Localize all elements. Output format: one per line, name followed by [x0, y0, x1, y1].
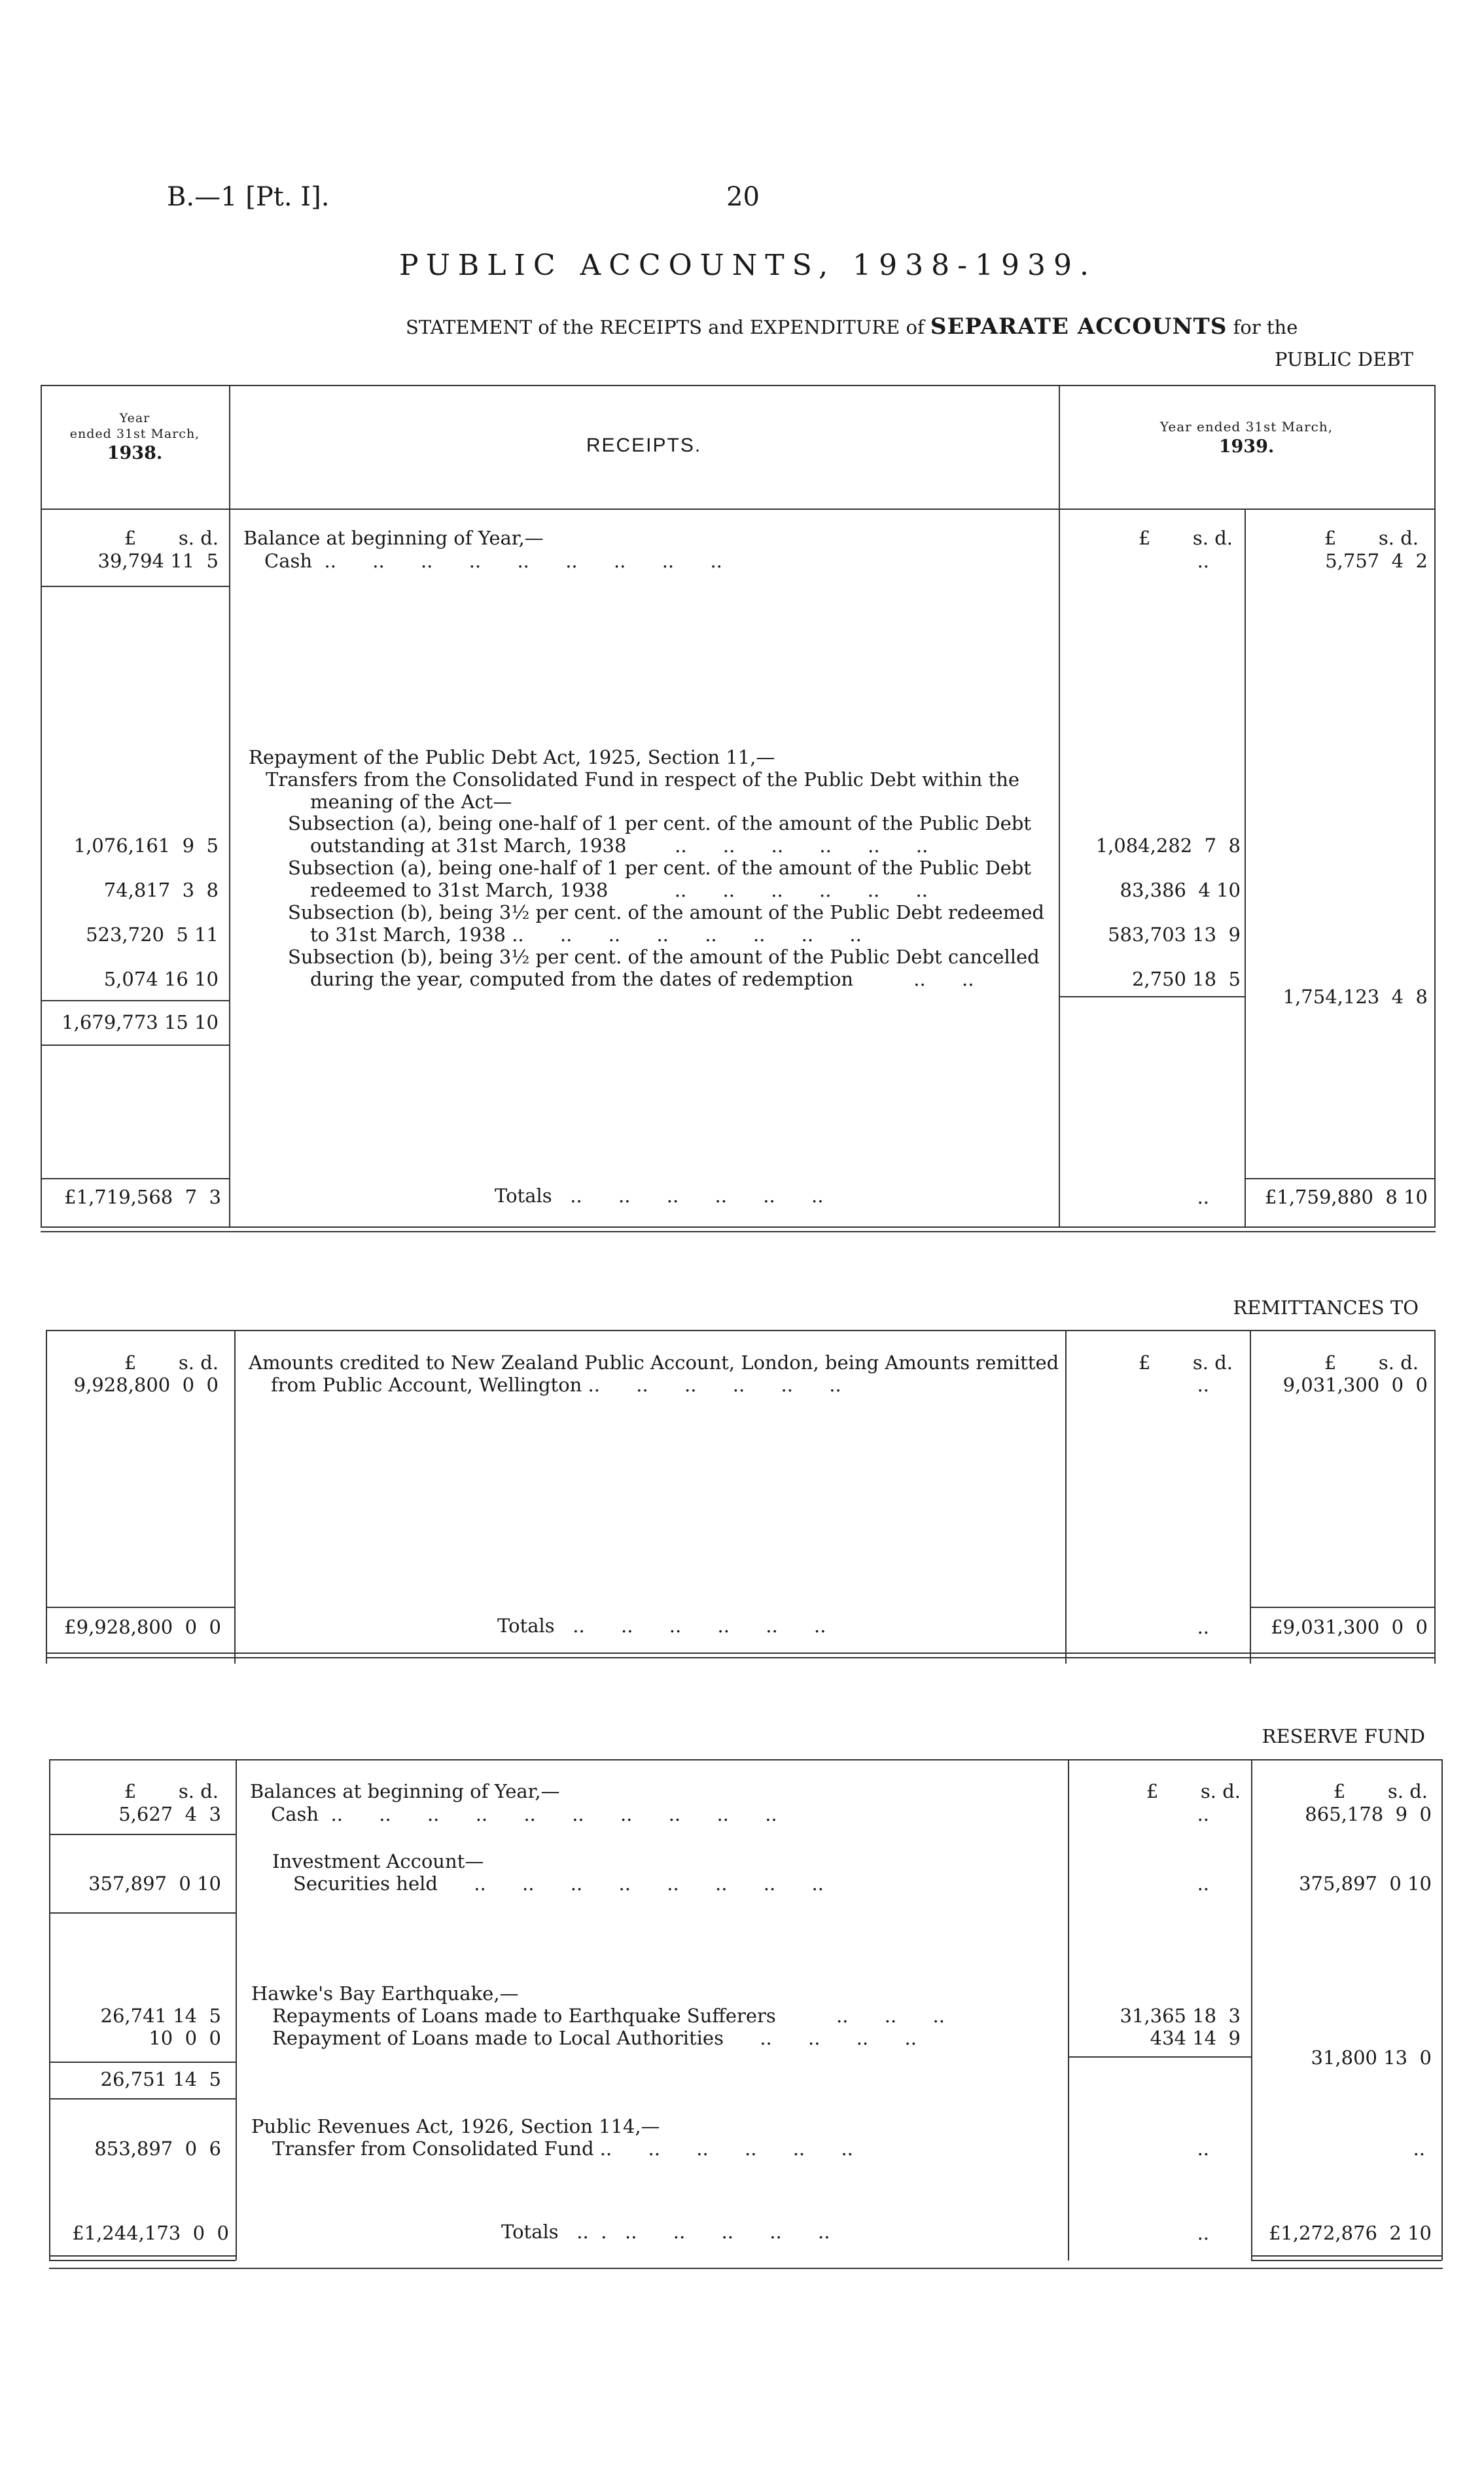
reserve-totals-label: Totals .. . .. .. .. .. .. — [501, 2221, 830, 2243]
subsection-item-3-line2: to 31st March, 1938 .. .. .. .. .. .. .. .. — [310, 923, 862, 946]
transfer-detail: .. — [1197, 2137, 1209, 2160]
reserve-total-curr: £1,272,876 2 10 — [1268, 2222, 1432, 2244]
remit-money-heading-prev: £ s. d. — [124, 1351, 219, 1374]
transfer-curr: .. — [1413, 2137, 1425, 2160]
remit-money-heading-total: £ s. d. — [1324, 1351, 1419, 1374]
section-label-reserve-fund: RESERVE FUND — [1262, 1725, 1425, 1747]
remittance-prev-amount: 9,928,800 0 0 — [73, 1374, 219, 1396]
subsection-item-3-line1: Subsection (b), being 3½ per cent. of the amount of the Public Debt redeemed — [288, 901, 1044, 923]
subsection-item-2-line1: Subsection (a), being one-half of 1 per cent. of the amount of the Public Debt — [288, 857, 1031, 879]
page-title: PUBLIC ACCOUNTS, 1938-1939. — [399, 249, 1097, 282]
hawkes-item-2-curr: 434 14 9 — [1150, 2027, 1241, 2049]
subtotal-prev-amount: 1,679,773 15 10 — [62, 1011, 219, 1033]
transfer-prev: 853,897 0 6 — [94, 2137, 221, 2160]
hawkes-subtotal-prev: 26,751 14 5 — [100, 2068, 221, 2090]
remittances-total-prev: £9,928,800 0 0 — [64, 1616, 221, 1638]
remittances-totals-label: Totals .. .. .. .. .. .. — [497, 1615, 826, 1637]
receipts-column-heading: RECEIPTS. — [586, 435, 702, 456]
curr-year-heading-line1: Year ended 31st March, — [1159, 419, 1334, 435]
transfer-consolidated-label: Transfer from Consolidated Fund .. .. .. .. .. .. — [272, 2137, 853, 2160]
section-label-public-debt: PUBLIC DEBT — [1275, 348, 1413, 370]
public-revenues-heading: Public Revenues Act, 1926, Section 114,— — [251, 2115, 660, 2137]
public-debt-total-prev: £1,719,568 7 3 — [64, 1186, 221, 1208]
prev-year-heading-line1: Year — [119, 411, 150, 425]
remittance-description-line1: Amounts credited to New Zealand Public Account, London, being Amounts remitted — [249, 1351, 1059, 1374]
cash-prev-amount: 39,794 11 5 — [97, 550, 219, 572]
reserve-cash-detail: .. — [1197, 1803, 1209, 1825]
hawkes-item-1-label: Repayments of Loans made to Earthquake Sufferers .. .. .. — [272, 2005, 945, 2027]
hawkes-item-1-curr: 31,365 18 3 — [1120, 2005, 1241, 2027]
subsection-item-3-prev: 523,720 5 11 — [86, 923, 219, 946]
subsection-item-4-line2: during the year, computed from the dates of redemption .. .. — [310, 968, 974, 990]
money-heading-total: £ s. d. — [1324, 527, 1419, 549]
remit-money-heading-detail: £ s. d. — [1138, 1351, 1233, 1374]
money-heading-detail: £ s. d. — [1138, 527, 1233, 549]
subsection-item-2-prev: 74,817 3 8 — [103, 879, 219, 901]
reserve-cash-label: Cash .. .. .. .. .. .. .. .. .. .. — [271, 1803, 777, 1825]
securities-held-label: Securities held .. .. .. .. .. .. .. .. — [293, 1872, 824, 1895]
subsection-item-1-prev: 1,076,161 9 5 — [73, 834, 219, 857]
subsection-item-3-curr: 583,703 13 9 — [1108, 923, 1241, 946]
remittances-total-detail: .. — [1197, 1616, 1209, 1638]
statement-intro: STATEMENT of the RECEIPTS and EXPENDITURE of SEPARATE ACCOUNTS for the — [406, 313, 1298, 340]
section-label-remittances: REMITTANCES TO — [1233, 1296, 1419, 1319]
cash-curr-detail: .. — [1197, 550, 1209, 572]
balance-heading: Balance at beginning of Year,— — [243, 527, 544, 549]
remittance-curr-amount: 9,031,300 0 0 — [1282, 1374, 1428, 1396]
remittances-total-curr: £9,031,300 0 0 — [1271, 1616, 1428, 1638]
hawkes-item-2-label: Repayment of Loans made to Local Authorities .. .. .. .. — [272, 2027, 917, 2049]
page-number: 20 — [726, 182, 760, 212]
securities-prev: 357,897 0 10 — [88, 1872, 221, 1895]
public-debt-total-detail: .. — [1197, 1186, 1209, 1208]
hawkes-bay-heading: Hawke's Bay Earthquake,— — [251, 1982, 519, 2005]
hawkes-subtotal-curr: 31,800 13 0 — [1311, 2046, 1432, 2069]
subsection-item-4-curr: 2,750 18 5 — [1131, 968, 1241, 990]
reserve-cash-prev: 5,627 4 3 — [118, 1803, 221, 1825]
subsection-item-1-line2: outstanding at 31st March, 1938 .. .. .. .. .. .. — [310, 834, 928, 857]
prev-year-heading-year: 1938. — [107, 443, 163, 463]
remittance-description-line2: from Public Account, Wellington .. .. .. .. .. .. — [271, 1374, 841, 1396]
subsection-item-2-curr: 83,386 4 10 — [1120, 879, 1241, 901]
money-heading-prev: £ s. d. — [124, 527, 219, 549]
reserve-total-prev: £1,244,173 0 0 — [72, 2222, 229, 2244]
subsection-item-4-prev: 5,074 16 10 — [103, 968, 219, 990]
investment-account-heading: Investment Account— — [272, 1850, 484, 1872]
reserve-cash-curr: 865,178 9 0 — [1305, 1803, 1432, 1825]
reserve-balances-heading: Balances at beginning of Year,— — [250, 1780, 560, 1802]
hawkes-item-2-prev: 10 0 0 — [149, 2027, 221, 2049]
public-debt-totals-label: Totals .. .. .. .. .. .. — [495, 1185, 824, 1207]
reserve-money-heading-detail: £ s. d. — [1146, 1780, 1241, 1802]
reserve-money-heading-total: £ s. d. — [1333, 1780, 1428, 1802]
public-debt-total-curr: £1,759,880 8 10 — [1264, 1186, 1428, 1208]
hawkes-item-1-prev: 26,741 14 5 — [100, 2005, 221, 2027]
subtotal-curr-amount: 1,754,123 4 8 — [1282, 986, 1428, 1008]
prev-year-heading-line2: ended 31st March, — [69, 427, 200, 441]
transfers-line1: Transfers from the Consolidated Fund in respect of the Public Debt within the — [266, 768, 1020, 791]
act-heading: Repayment of the Public Debt Act, 1925, Section 11,— — [249, 746, 775, 768]
document-reference: B.—1 [Pt. I]. — [167, 182, 330, 212]
subsection-item-1-curr: 1,084,282 7 8 — [1095, 834, 1241, 857]
subsection-item-1-line1: Subsection (a), being one-half of 1 per cent. of the amount of the Public Debt — [288, 812, 1031, 834]
transfers-line2: meaning of the Act— — [310, 791, 512, 813]
reserve-total-detail: .. — [1197, 2222, 1209, 2244]
curr-year-heading-year: 1939. — [1218, 437, 1275, 457]
reserve-money-heading-prev: £ s. d. — [124, 1780, 219, 1802]
remittance-curr-detail: .. — [1197, 1374, 1209, 1396]
securities-detail: .. — [1197, 1872, 1209, 1895]
subsection-item-2-line2: redeemed to 31st March, 1938 .. .. .. .. .. .. — [310, 879, 928, 901]
cash-label: Cash .. .. .. .. .. .. .. .. .. — [264, 550, 722, 572]
cash-curr-amount: 5,757 4 2 — [1325, 550, 1428, 572]
securities-curr: 375,897 0 10 — [1299, 1872, 1432, 1895]
subsection-item-4-line1: Subsection (b), being 3½ per cent. of the amount of the Public Debt cancelled — [288, 946, 1040, 968]
